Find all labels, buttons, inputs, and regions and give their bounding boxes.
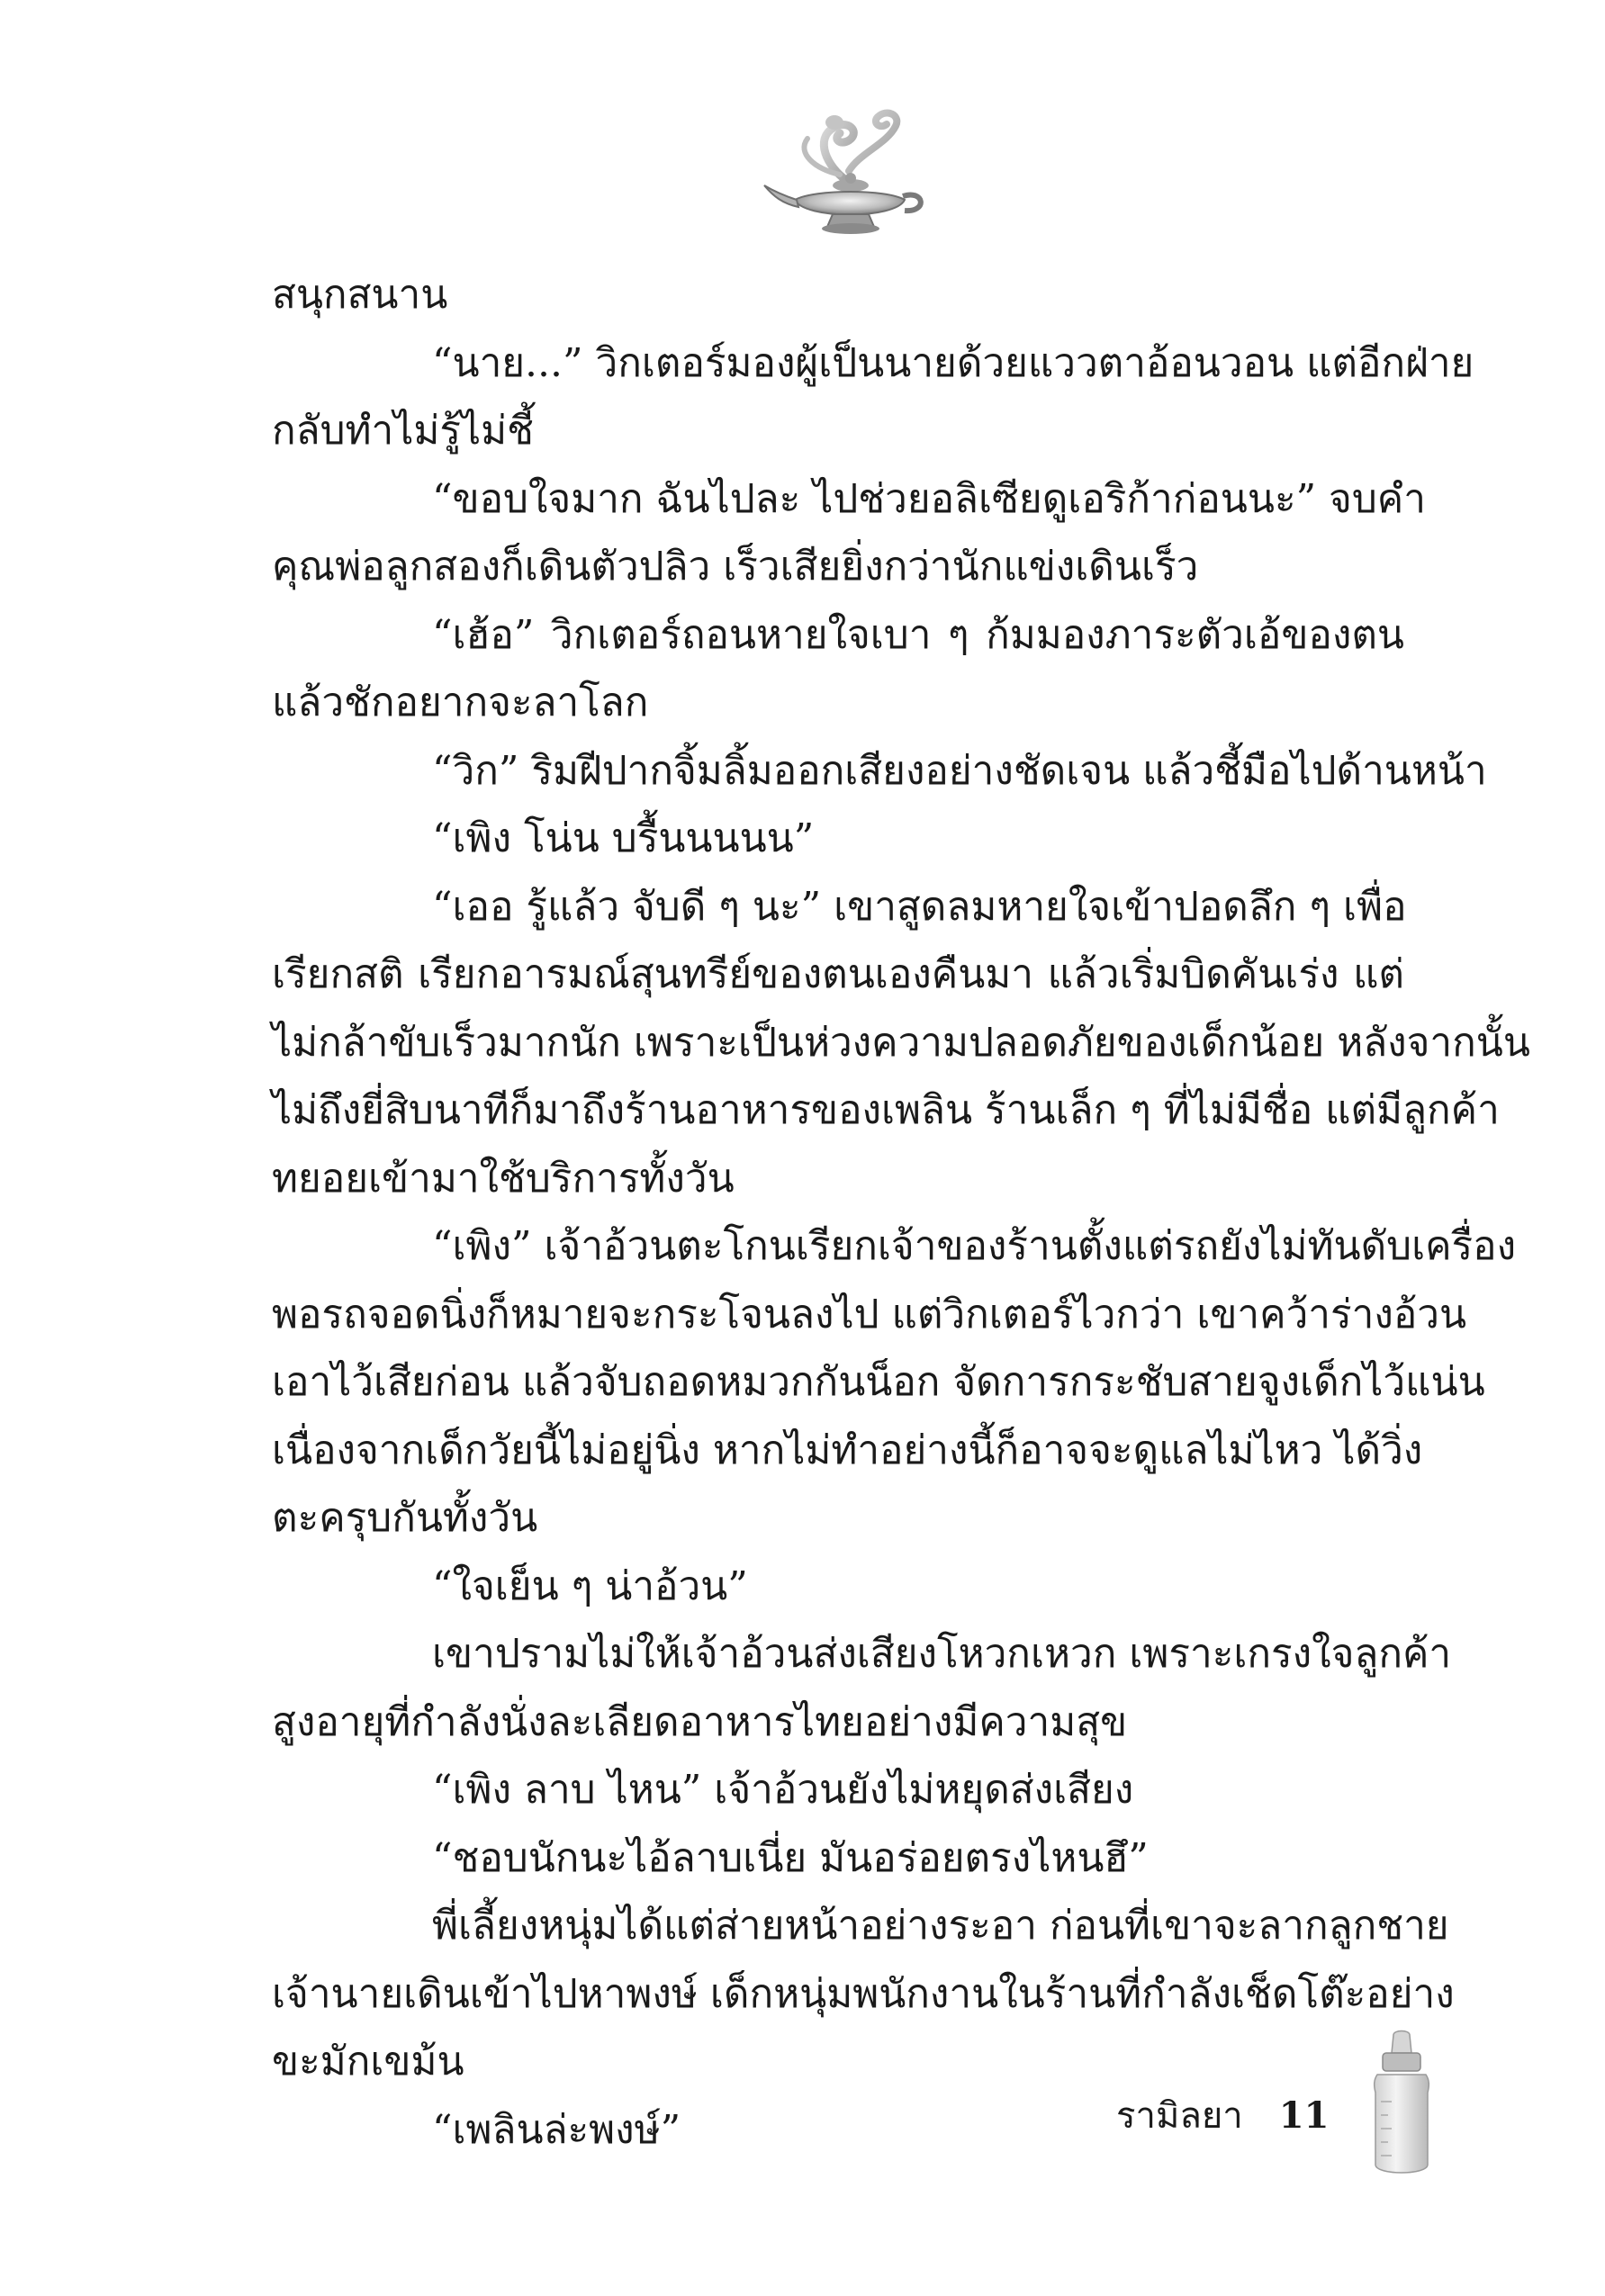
text-line: เอาไว้เสียก่อน แล้วจับถอดหมวกกันน็อก จัดการกระชับสายจูงเด็กไว้แน่น (272, 1359, 1485, 1405)
text-line: “ใจเย็น ๆ น่าอ้วน” (432, 1562, 748, 1609)
text-line: พี่เลี้ยงหนุ่มได้แต่ส่ายหน้าอย่างระอา ก่อนที่เขาจะลากลูกชาย (432, 1903, 1449, 1949)
text-line: สนุกสนาน (272, 272, 448, 318)
text-line: เรียกสติ เรียกอารมณ์สุนทรีย์ของตนเองคืนมา แล้วเริ่มบิดคันเร่ง แต่ (272, 951, 1404, 997)
page-footer (1116, 2061, 1442, 2169)
text-line: “วิก” ริมฝีปากจิ้มลิ้มออกเสียงอย่างชัดเจน แล้วชี้มือไปด้านหน้า (432, 747, 1487, 794)
text-line: “เพิง ลาบ ไหน” เจ้าอ้วนยังไม่หยุดส่งเสียง (432, 1767, 1134, 1813)
text-line: กลับทำไม่รู้ไม่ชี้ (272, 408, 535, 454)
text-line: แล้วชักอยากจะลาโลก (272, 680, 649, 725)
text-line: เนื่องจากเด็กวัยนี้ไม่อยู่นิ่ง หากไม่ทำอย่างนี้ก็อาจจะดูแลไม่ไหว ได้วิ่ง (272, 1427, 1423, 1473)
text-line: เขาปรามไม่ให้เจ้าอ้วนส่งเสียงโหวกเหวก เพราะเกรงใจลูกค้า (432, 1631, 1452, 1677)
genie-lamp-icon (761, 99, 932, 243)
text-line: พอรถจอดนิ่งก็หมายจะกระโจนลงไป แต่วิกเตอร์ไวกว่า เขาคว้าร่างอ้วน (272, 1291, 1467, 1337)
text-line: “เพิง” เจ้าอ้วนตะโกนเรียกเจ้าของร้านตั้งแต่รถยังไม่ทันดับเครื่อง (432, 1223, 1517, 1269)
text-line: “เพิง โน่น บรื้นนนนน” (432, 815, 815, 861)
author-name: รามิลยา (1116, 2095, 1243, 2137)
text-line: “ชอบนักนะไอ้ลาบเนี่ย มันอร่อยตรงไหนฮึ” (432, 1834, 1149, 1881)
text-line: ทยอยเข้ามาใช้บริการทั้งวัน (272, 1155, 735, 1202)
text-line: ตะครุบกันทั้งวัน (272, 1495, 538, 1541)
text-line: เจ้านายเดินเข้าไปหาพงษ์ เด็กหนุ่มพนักงานในร้านที่กำลังเช็ดโต๊ะอย่าง (272, 1970, 1455, 2017)
text-line: สูงอายุที่กำลังนั่งละเลียดอาหารไทยอย่างมีความสุข (272, 1698, 1128, 1745)
body-text (272, 261, 1530, 2164)
text-line: คุณพ่อลูกสองก็เดินตัวปลิว เร็วเสียยิ่งกว่านักแข่งเดินเร็ว (272, 544, 1199, 590)
text-line: ขะมักเขม้น (272, 2039, 464, 2084)
text-line: “เฮ้อ” วิกเตอร์ถอนหายใจเบา ๆ ก้มมองภาระตัวเอ้ของตน (432, 611, 1404, 658)
text-line: ไม่กล้าขับเร็วมากนัก เพราะเป็นห่วงความปลอดภัยของเด็กน้อย หลังจากนั้น (272, 1019, 1530, 1066)
page-number: 11 (1278, 2093, 1330, 2137)
text-line: “เพลินล่ะพงษ์” (432, 2106, 681, 2153)
baby-bottle-icon (1361, 2030, 1442, 2183)
text-line: ไม่ถึงยี่สิบนาทีก็มาถึงร้านอาหารของเพลิน ร้านเล็ก ๆ ที่ไม่มีชื่อ แต่มีลูกค้า (272, 1087, 1500, 1133)
text-line: “นาย...” วิกเตอร์มองผู้เป็นนายด้วยแววตาอ้อนวอน แต่อีกฝ่าย (432, 339, 1474, 386)
text-line: “เออ รู้แล้ว จับดี ๆ นะ” เขาสูดลมหายใจเข้าปอดลึก ๆ เพื่อ (432, 883, 1407, 930)
text-line: “ขอบใจมาก ฉันไปละ ไปช่วยอลิเซียดูเอริก้าก่อนนะ” จบคำ (432, 475, 1426, 522)
